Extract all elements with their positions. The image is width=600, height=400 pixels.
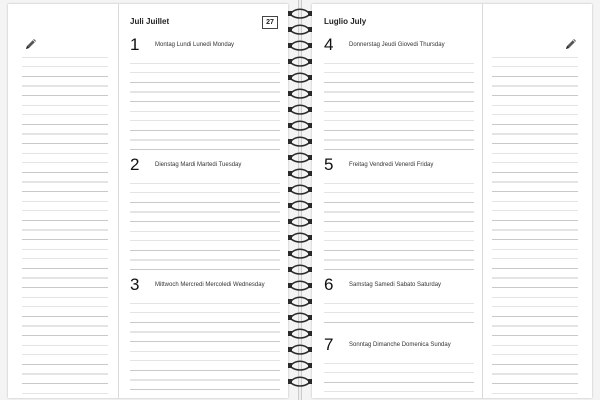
day-number: 7 — [324, 335, 334, 354]
month-title: Juli Juillet — [130, 17, 170, 26]
day-name: Dienstag Mardi Martedi Tuesday — [155, 162, 242, 168]
spiral-ring — [288, 184, 312, 196]
spiral-ring — [288, 152, 312, 164]
spiral-ring — [288, 296, 312, 308]
day-entry-3 — [130, 276, 280, 394]
day-name: Montag Lundi Lunedi Monday — [155, 42, 235, 48]
spiral-ring — [288, 280, 312, 292]
spiral-ring — [288, 56, 312, 68]
day-number: 5 — [324, 155, 334, 174]
spiral-ring — [288, 200, 312, 212]
day-lines — [130, 174, 280, 274]
day-lines — [324, 354, 474, 392]
spiral-ring — [288, 8, 312, 20]
spiral-ring — [288, 104, 312, 116]
spiral-ring — [288, 24, 312, 36]
right-page — [312, 4, 592, 398]
day-name: Sonntag Dimanche Domenica Sunday — [349, 342, 451, 348]
day-number: 2 — [130, 155, 140, 174]
spiral-binding — [288, 0, 312, 400]
notes-lines — [22, 48, 108, 394]
notes-lines — [492, 48, 578, 394]
month-title: Luglio July — [324, 17, 367, 26]
day-entry-4 — [324, 36, 474, 154]
spiral-ring — [288, 360, 312, 372]
day-number: 6 — [324, 275, 334, 294]
spiral-ring — [288, 88, 312, 100]
spiral-ring — [288, 232, 312, 244]
day-lines — [130, 54, 280, 154]
column-divider — [118, 4, 119, 398]
spiral-ring — [288, 72, 312, 84]
spiral-ring — [288, 40, 312, 52]
spiral-ring — [288, 264, 312, 276]
day-entry-7 — [324, 336, 474, 394]
spiral-ring — [288, 216, 312, 228]
spiral-ring — [288, 312, 312, 324]
day-lines — [130, 294, 280, 394]
day-lines — [324, 174, 474, 274]
left-days-column — [126, 4, 280, 398]
spiral-ring — [288, 120, 312, 132]
day-entry-6 — [324, 276, 474, 332]
day-name: Samstag Samedi Sabato Saturday — [349, 282, 442, 288]
day-lines — [324, 294, 474, 330]
day-entry-2 — [130, 156, 280, 274]
spiral-ring — [288, 344, 312, 356]
week-number-badge: 27 — [262, 16, 278, 29]
spiral-ring — [288, 136, 312, 148]
spiral-ring — [288, 328, 312, 340]
day-entry-5 — [324, 156, 474, 274]
day-entry-1 — [130, 36, 280, 154]
day-number: 3 — [130, 275, 140, 294]
day-name: Freitag Vendredi Venerdi Friday — [349, 162, 434, 168]
day-number: 4 — [324, 35, 334, 54]
day-name: Donnerstag Jeudi Giovedi Thursday — [349, 42, 445, 48]
spiral-ring — [288, 168, 312, 180]
right-days-column — [320, 4, 474, 398]
day-name: Mittwoch Mercredi Mercoledi Wednesday — [155, 282, 265, 288]
day-number: 1 — [130, 35, 140, 54]
day-lines — [324, 54, 474, 154]
spiral-ring — [288, 376, 312, 388]
left-page — [8, 4, 288, 398]
spiral-ring — [288, 248, 312, 260]
left-notes-column — [8, 4, 118, 398]
right-notes-column — [482, 4, 592, 398]
